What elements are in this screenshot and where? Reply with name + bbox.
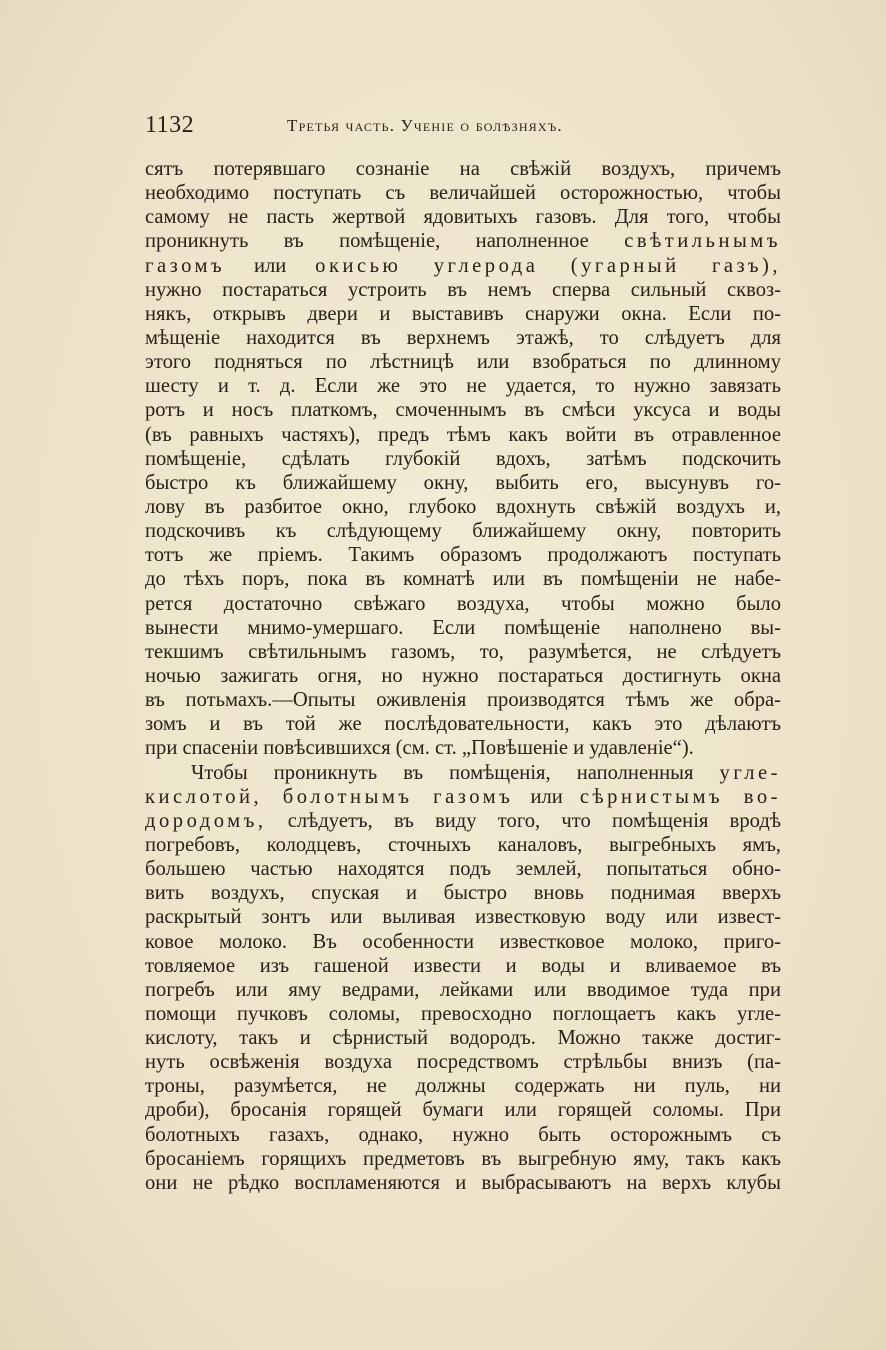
spaced-term: дородомъ, [145,809,267,832]
text-run: необходимо поступать съ величайшей осторожностью, чтобы [145,182,781,205]
text-run: тотъ же пріемъ. Такимъ образомъ продолжаютъ поступать [145,544,781,567]
text-line [145,567,781,591]
text-line [145,302,781,326]
spaced-term: сѣрнистымъ во- [579,785,781,808]
text-line [145,881,781,905]
text-line [145,664,781,688]
text-run: быстро къ ближайшему окну, выбить его, высунувъ го- [145,471,781,494]
text-run: нужно постараться устроить въ немъ сперва сильный сквоз- [145,278,781,301]
text-line [145,157,781,181]
text-line [145,905,781,929]
text-run: дроби), бросанія горящей бумаги или горящей соломы. При [145,1099,781,1122]
text-line [145,326,781,350]
text-run: троны, разумѣется, не должны содержать ни пуль, ни [145,1075,781,1098]
text-run: помощи пучковъ соломы, превосходно поглощаетъ какъ угле- [145,1002,781,1025]
text-line [145,712,781,736]
text-run: (въ равныхъ частяхъ), предъ тѣмъ какъ войти въ отравленное [145,423,781,446]
text-line [145,278,781,302]
text-run: сятъ потерявшаго сознаніе на свѣжій воздухъ, причемъ [145,158,781,180]
spaced-term: газомъ [145,254,226,277]
spaced-term: свѣтильнымъ [624,230,781,253]
text-line [145,761,781,785]
text-line [145,640,781,664]
text-run: до тѣхъ поръ, пока въ комнатѣ или въ помѣщеніи не набе- [145,568,781,591]
text-run: ротъ и носъ платкомъ, смоченнымъ въ смѣси уксуса и воды [145,399,781,422]
text-line [145,1002,781,1026]
page-number: 1132 [145,112,195,138]
spaced-term: окисью углерода (угарный газъ), [315,254,781,277]
text-line [145,205,781,229]
text-line [145,1050,781,1074]
text-run: лову въ разбитое окно, глубоко вдохнуть свѣжій воздухъ и, [145,495,781,518]
text-run: ночью зажигать огня, но нужно постараться достигнуть окна [145,664,781,687]
body-text [145,157,781,1195]
text-line [145,809,781,833]
text-run: зомъ и въ той же послѣдовательности, какъ это дѣлаютъ [145,713,781,736]
text-run: или [513,785,580,808]
text-line [145,1171,781,1195]
text-run: болотныхъ газахъ, однако, нужно быть осторожнымъ съ [145,1123,781,1146]
text-line [145,350,781,374]
text-line [145,616,781,640]
text-line [145,1074,781,1098]
text-run: вить воздухъ, спуская и быстро вновь поднимая вверхъ [145,882,781,905]
text-run: въ потьмахъ.—Опыты оживленія производятся тѣмъ же обра- [145,689,781,712]
text-line [145,592,781,616]
text-line [145,374,781,398]
text-line [145,1098,781,1122]
text-line [145,688,781,712]
spaced-term: кислотой, болотнымъ газомъ [145,785,514,808]
text-line [145,519,781,543]
running-title: Третья часть. Ученіе о болѣзняхъ. [287,116,563,135]
text-line [145,736,781,760]
text-line [145,181,781,205]
text-run: подскочивъ къ слѣдующему ближайшему окну, повторить [145,520,781,543]
text-line [145,398,781,422]
text-run: нуть освѣженія воздуха посредствомъ стрѣльбы внизъ (па- [145,1051,781,1074]
text-run: някъ, открывъ двери и выставивъ снаружи окна. Если по- [145,302,781,325]
text-line [145,1147,781,1171]
text-line [145,857,781,881]
text-run: самому не пасть жертвой ядовитыхъ газовъ. Для того, чтобы [145,206,781,229]
text-line [145,930,781,954]
text-run: ковое молоко. Въ особенности известковое молоко, приго- [145,930,781,953]
text-run: вынести мнимо-умершаго. Если помѣщеніе наполнено вы- [145,616,781,639]
spaced-term: угле- [719,761,781,784]
text-run: товляемое изъ гашеной извести и воды и вливаемое въ [145,954,781,977]
text-line [145,785,781,809]
text-line [145,423,781,447]
text-run: слѣдуетъ, въ виду того, что помѣщенія вродѣ [266,809,781,832]
text-line [145,978,781,1002]
text-line [145,495,781,519]
text-line [145,543,781,567]
text-run: кислоту, такъ и сѣрнистый водородъ. Можно также достиг- [145,1027,781,1050]
text-run: этого подняться по лѣстницѣ или взобраться по длинному [145,351,781,374]
text-run: рется достаточно свѣжаго воздуха, чтобы можно было [145,592,781,615]
text-run: раскрытый зонтъ или выливая известковую воду или извест- [145,906,781,929]
text-run: бросаніемъ горящихъ предметовъ въ выгребную яму, такъ какъ [145,1147,781,1170]
text-line [145,447,781,471]
page-header [145,112,795,142]
text-run: погребъ или яму ведрами, лейками или вводимое туда при [145,978,781,1001]
text-line [145,229,781,253]
text-run: погребовъ, колодцевъ, сточныхъ каналовъ, выгребныхъ ямъ, [145,833,781,856]
text-run: проникнуть въ помѣщеніе, наполненное [145,230,625,253]
text-line [145,1026,781,1050]
text-run: большею частью находятся подъ землей, попытаться обно- [145,858,781,881]
text-run: Чтобы проникнуть въ помѣщенія, наполненныя [191,761,720,784]
text-line [145,254,781,278]
text-run: текшимъ свѣтильнымъ газомъ, то, разумѣется, не слѣдуетъ [145,640,781,663]
text-run: помѣщеніе, сдѣлать глубокій вдохъ, затѣмъ подскочить [145,447,781,470]
text-run: мѣщеніе находится въ верхнемъ этажѣ, то слѣдуетъ для [145,326,781,349]
text-run: или [225,254,316,277]
text-run: они не рѣдко воспламеняются и выбрасываютъ на верхъ клубы [145,1171,781,1194]
text-line [145,833,781,857]
text-run: шесту и т. д. Если же это не удается, то нужно завязать [145,375,781,398]
text-line [145,471,781,495]
text-line [145,1123,781,1147]
text-line [145,954,781,978]
text-run: при спасеніи повѣсившихся (см. ст. „Повѣшеніе и удавленіе“). [145,737,694,760]
